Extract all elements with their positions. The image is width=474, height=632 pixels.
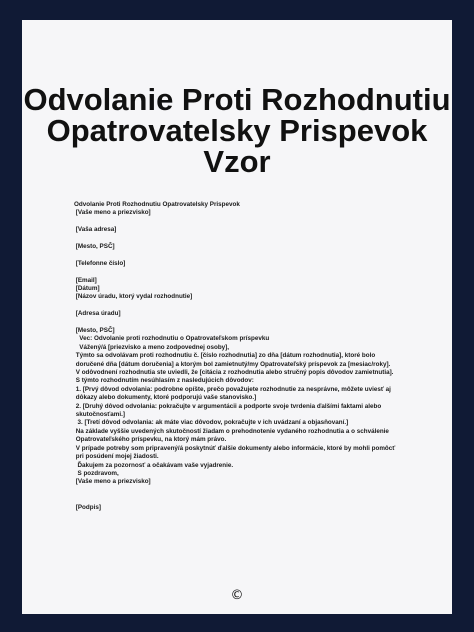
letter-line: 1. [Prvý dôvod odvolania: podrobne opíšte, prečo považujete rozhodnutie za nesprávne, môžete uviesť aj: [74, 385, 391, 393]
letter-line: skutočnosťami.]: [74, 411, 125, 419]
letter-line: Vážený/á [priezvisko a meno zodpovednej osoby],: [74, 343, 230, 351]
blank-line: [74, 319, 404, 327]
letter-line: S týmto rozhodnutím nesúhlasím z nasledujúcich dôvodov:: [74, 377, 254, 385]
title-line-2: Opatrovatelsky Prispevok: [46, 113, 428, 148]
letter-line: [Vaše meno a priezvisko]: [74, 209, 151, 217]
letter-line: [Podpis]: [74, 503, 101, 511]
letter-line: S pozdravom,: [74, 469, 119, 477]
letter-body: [74, 201, 404, 512]
blank-line: [74, 487, 404, 495]
letter-line: V prípade potreby som pripravený/á poskytnúť ďalšie dokumenty alebo informácie, ktoré by mohli pomôcť: [74, 444, 396, 452]
letter-line: dôkazy alebo dokumenty, ktoré podporujú vaše stanovisko.]: [74, 394, 257, 402]
blank-line: [74, 218, 404, 226]
letter-line: Ďakujem za pozornosť a očakávam vaše vyjadrenie.: [74, 461, 234, 469]
blank-line: [74, 235, 404, 243]
letter-line: [Adresa úradu]: [74, 310, 121, 318]
letter-line: [Vaša adresa]: [74, 226, 117, 234]
letter-line: [Vaše meno a priezvisko]: [74, 478, 151, 486]
title-line-1: Odvolanie Proti Rozhodnutiu: [23, 82, 451, 117]
blank-line: [74, 268, 404, 276]
letter-line: [Názov úradu, ktorý vydal rozhodnutie]: [74, 293, 193, 301]
page-title: [0, 84, 474, 177]
blank-line: [74, 251, 404, 259]
copyright-icon: ©: [230, 588, 244, 603]
letter-line: doručené dňa [dátum doručenia] a ktorým bol zamietnutý/my Opatrovateľský príspevok za [mesiac/roky].: [74, 360, 391, 368]
letter-line: pri posúdení mojej žiadosti.: [74, 453, 159, 461]
letter-line: Odvolanie Proti Rozhodnutiu Opatrovatelsky Prispevok: [74, 201, 240, 208]
letter-line: 3. [Tretí dôvod odvolania: ak máte viac dôvodov, pokračujte v ich uvádzaní a objasňovaní.]: [74, 419, 349, 427]
letter-line: [Telefonne číslo]: [74, 259, 126, 267]
letter-line: Týmto sa odvolávam proti rozhodnutiu č. [číslo rozhodnutia] zo dňa [dátum rozhodnutia], ktoré bolo: [74, 352, 376, 360]
letter-line: Opatrovateľského príspevku, na ktorý mám právo.: [74, 436, 227, 444]
letter-line: [Mesto, PSČ]: [74, 243, 115, 250]
letter-line: Vec: Odvolanie proti rozhodnutiu o Opatrovateľskom príspevku: [74, 335, 270, 343]
letter-line: Na základe vyššie uvedených skutočností žiadam o prehodnotenie vydaného rozhodnutia a o schválenie: [74, 427, 389, 435]
title-line-3: Vzor: [203, 144, 271, 179]
letter-line: [Email]: [74, 276, 97, 284]
letter-line: [Dátum]: [74, 285, 100, 292]
letter-line: [Mesto, PSČ]: [74, 327, 115, 334]
blank-line: [74, 302, 404, 310]
letter-line: V odôvodnení rozhodnutia ste uviedli, že [citácia z rozhodnutia alebo stručný popis dôvodov zamietnutia].: [74, 369, 394, 377]
blank-line: [74, 495, 404, 503]
letter-line: 2. [Druhý dôvod odvolania: pokračujte v argumentácii a podporte svoje tvrdenia ďalšími faktami alebo: [74, 402, 382, 410]
